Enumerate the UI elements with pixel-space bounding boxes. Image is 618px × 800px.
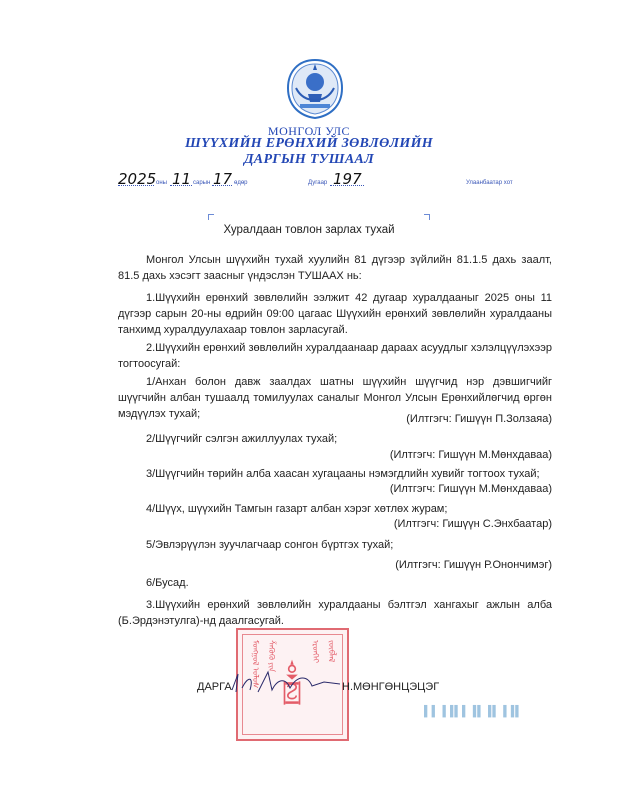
agenda-item-5: 5/Эвлэрүүлэн зуучлагчаар сонгон бүртгэх тухай; [146, 539, 394, 551]
handwritten-signature [228, 668, 348, 698]
seal-script-left-2: ᠱᠡᠭᠦᠬᠦ ᠶᠢᠨ [267, 640, 276, 672]
country-name: МОНГОЛ УЛС [267, 124, 351, 138]
subject-corner-right [424, 214, 430, 220]
agenda-presenter-1: (Илтгэгч: Гишүүн П.Золзаяа) [406, 413, 552, 425]
item-1: 1.Шүүхийн ерөнхий зөвлөлийн ээлжит 42 дугаар хуралдааныг 2025 оны 11 дүгээр сарын 20-ны өдрийн 09:00 цагаас Шүүхийн ерөнхий зөвлөлийн хуралдааны танхимд хуралдуулахаар товлон зарласугай. [118, 292, 552, 336]
seal-script-right: ᠡᠷᠦᠨᠬᠡᠢ [311, 640, 320, 664]
signatory-title: ДАРГА [197, 681, 232, 693]
agenda-presenter-2: (Илтгэгч: Гишүүн М.Мөнхдаваа) [389, 449, 552, 461]
agenda-item-6: 6/Бусад. [146, 577, 189, 589]
seal-script-right-2: ᠵᠥᠪᠯᠡᠯ [327, 640, 336, 663]
number-label: Дугаар [308, 180, 328, 186]
date-month: 11 [172, 170, 192, 188]
order-type: ДАРГЫН ТУШААЛ [243, 152, 375, 167]
agenda-item-1: 1/Анхан болон давж заалдах шатны шүүхийн шүүгчид нэр дэвшигчийг шүүгчийн албан тушаалд томилуулах саналыг Монгол Улсын Ерөнхийлөгчид өргөн мэдүүлэх тухай; [118, 376, 552, 420]
faint-registration-mark: ▌▌▐▐▌▌▐▌▐▌▐▐▌ [424, 706, 523, 718]
month-suffix: сарын [193, 180, 211, 186]
date-year: 2025 [118, 170, 157, 188]
agenda-presenter-3: (Илтгэгч: Гишүүн М.Мөнхдаваа) [389, 483, 552, 495]
date-day: 17 [213, 170, 233, 188]
agenda-item-2: 2/Шүүгчийг сэлгэн ажиллуулах тухай; [146, 433, 338, 445]
agenda-item-4: 4/Шүүх, шүүхийн Тамгын газарт албан хэрэг хөтлөх журам; [146, 503, 448, 515]
signatory-name: Н.МӨНГӨНЦЭЦЭГ [342, 681, 440, 693]
day-suffix: өдөр [234, 180, 248, 186]
item-3: 3.Шүүхийн ерөнхий зөвлөлийн хуралдааны бэлтгэл хангахыг ажлын алба (Б.Эрдэнэтулга)-нд даалгасугай. [118, 599, 552, 627]
seal-script-left: ᠮᠣᠩᠭᠣᠯ ᠤᠯᠤᠰ [251, 640, 260, 689]
order-number: 197 [333, 170, 362, 188]
preamble: Монгол Улсын шүүхийн тухай хуулийн 81 дүгээр зүйлийн 81.1.5 дахь заалт, 81.5 дахь хэсэгт заасныг үндэслэн ТУШААХ нь: [118, 254, 552, 282]
item-2: 2.Шүүхийн ерөнхий зөвлөлийн хуралдаанаар дараах асуудлыг хэлэлцүүлэхээр тогтоосугай: [118, 342, 552, 370]
document-subject: Хуралдаан товлон зарлах тухай [223, 224, 395, 236]
agenda-presenter-4: (Илтгэгч: Гишүүн С.Энхбаатар) [393, 518, 552, 530]
mongolia-state-emblem-icon [286, 58, 344, 120]
year-suffix: оны [156, 180, 167, 186]
city-label: Улаанбаатар хот [466, 180, 513, 186]
agenda-item-3: 3/Шүүгчийн төрийн алба хаасан хугацааны нэмэгдлийн хувийг тогтоох тухай; [146, 468, 540, 480]
subject-corner-left [208, 214, 214, 220]
council-name: ШҮҮХИЙН ЕРӨНХИЙ ЗӨВЛӨЛИЙН [185, 136, 433, 151]
agenda-presenter-5: (Илтгэгч: Гишүүн Р.Онончимэг) [395, 559, 552, 571]
